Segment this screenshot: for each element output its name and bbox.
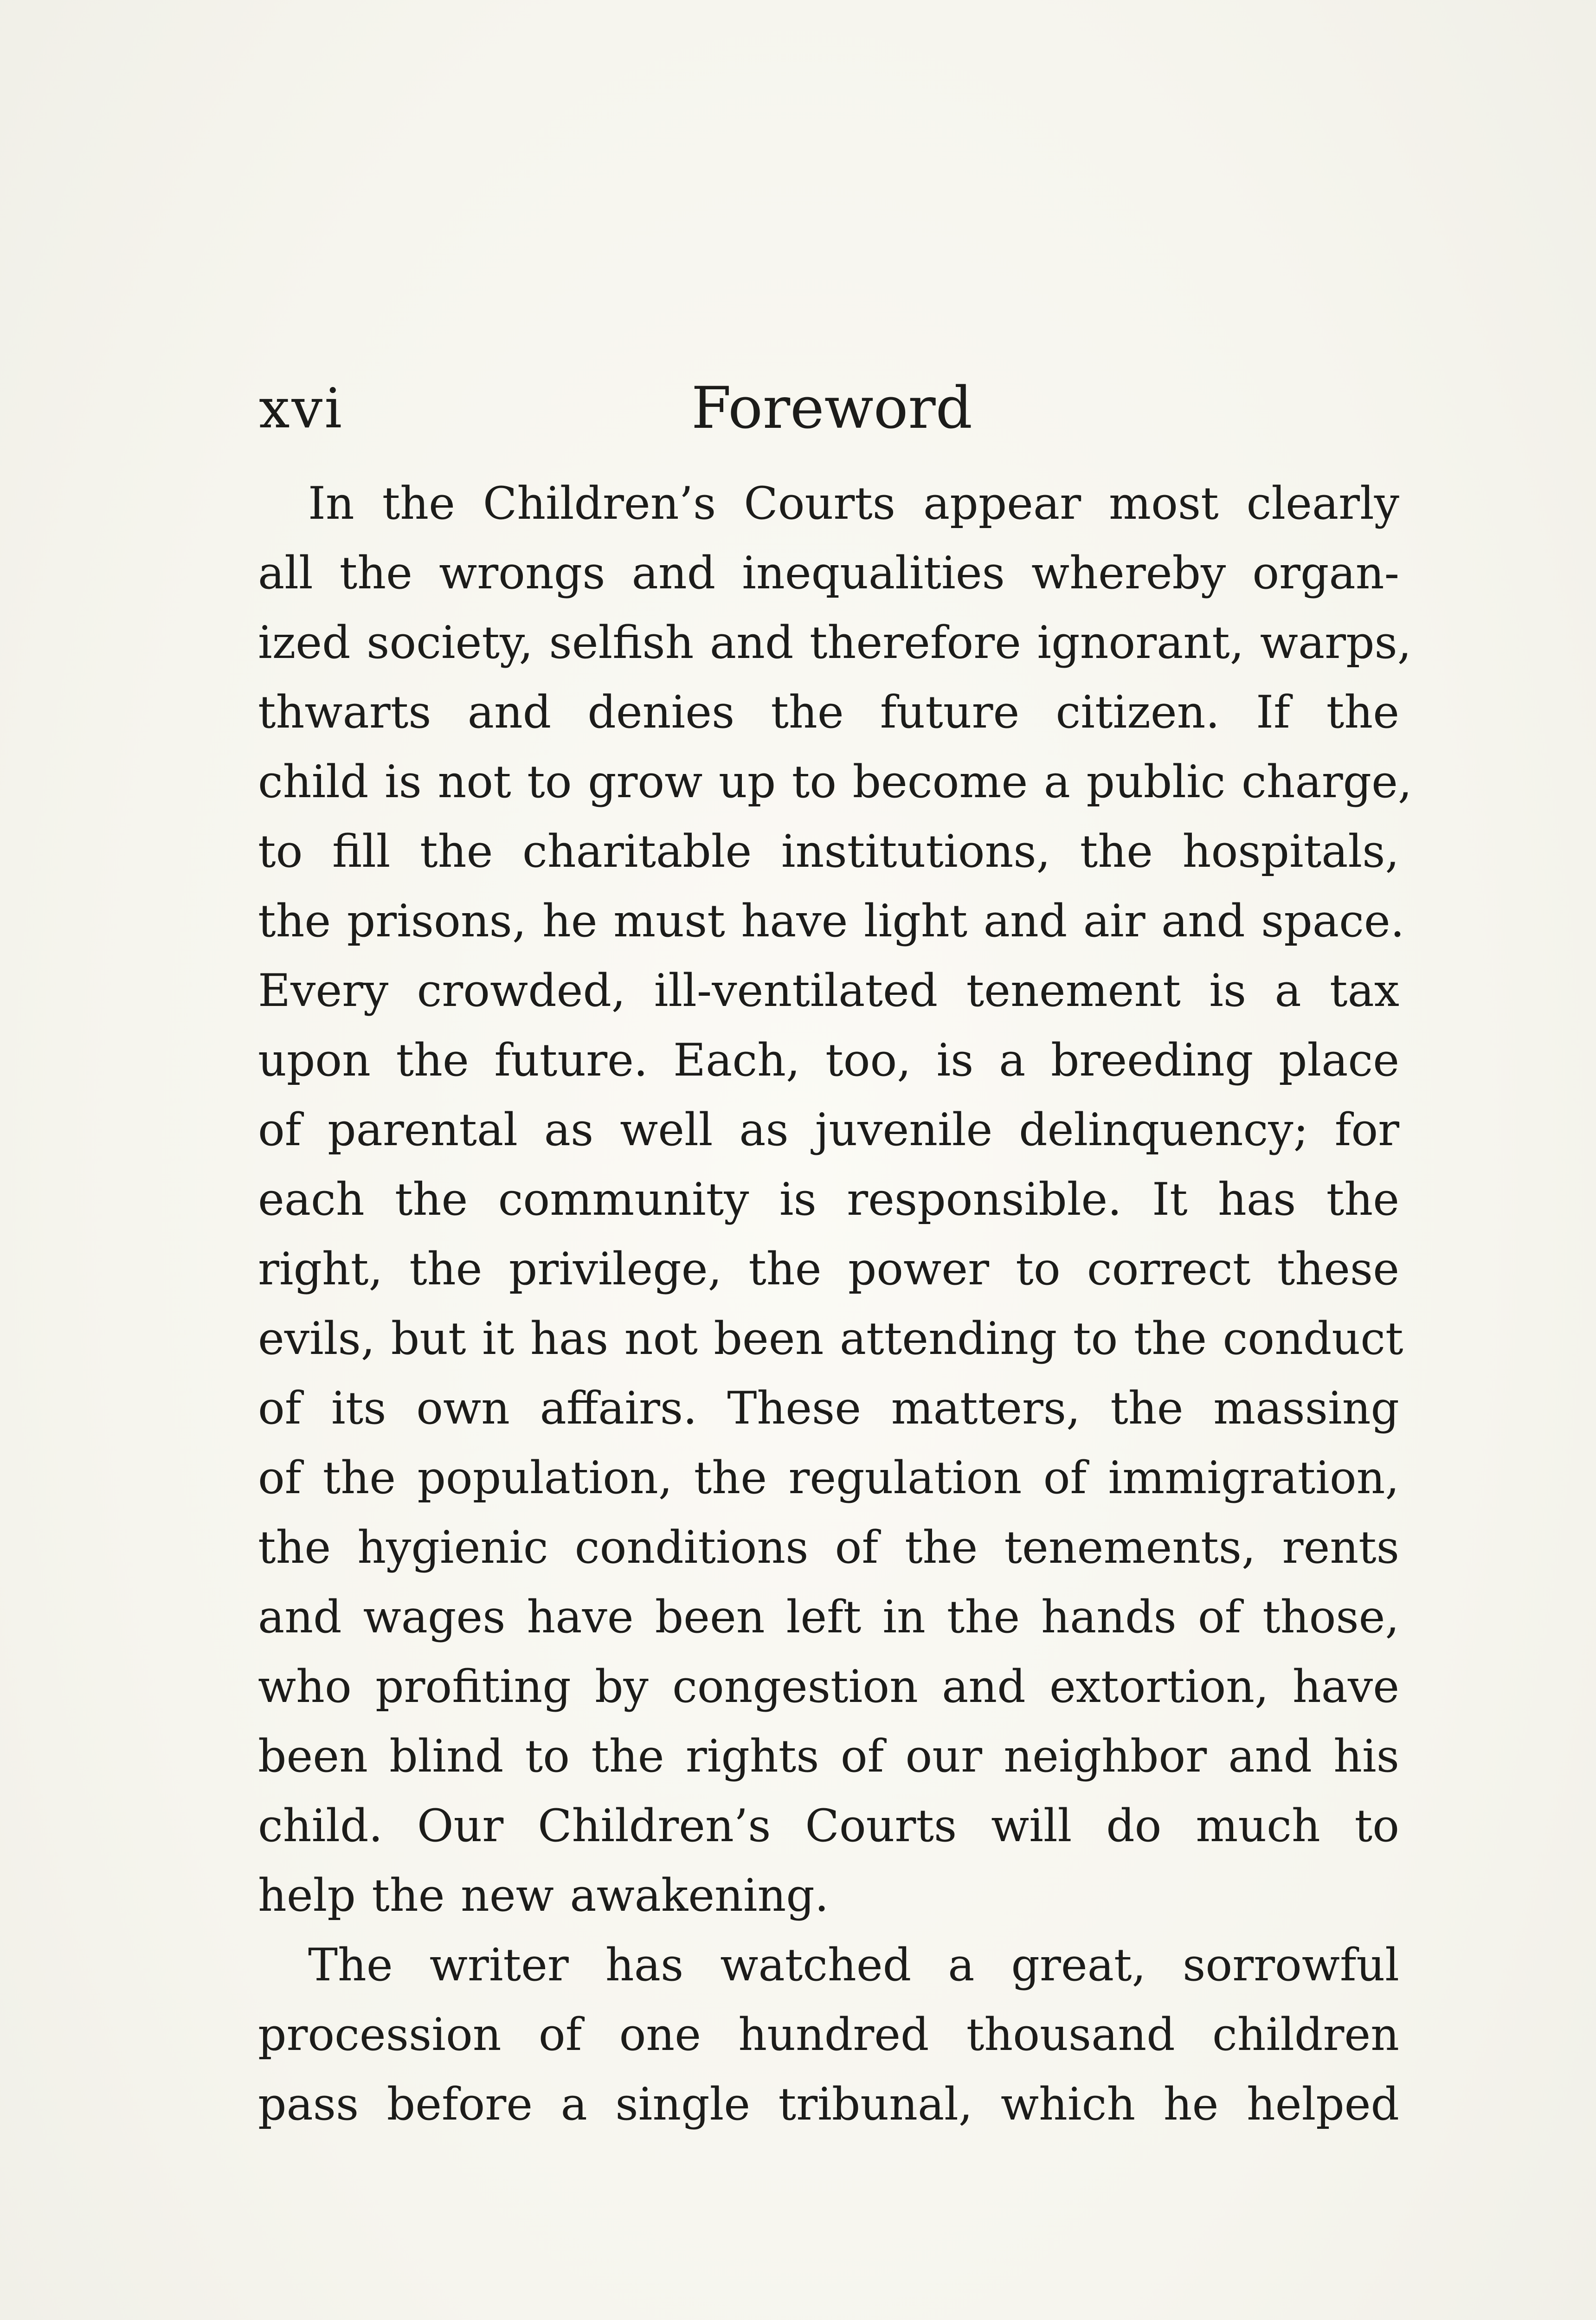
text-line: child is not to grow up to become a public charge, (258, 756, 1412, 808)
text-line: and wages have been left in the hands of those, (258, 1591, 1399, 1643)
text-line: all the wrongs and inequalities whereby organ- (258, 547, 1399, 599)
text-line: of parental as well as juvenile delinquency; for (258, 1104, 1399, 1156)
text-line: Every crowded, ill-ventilated tenement is a tax (258, 965, 1399, 1017)
text-line: the prisons, he must have light and air and space. (258, 895, 1405, 947)
text-line: child. Our Children’s Courts will do much to (258, 1800, 1399, 1852)
text-line: pass before a single tribunal, which he helped (258, 2078, 1399, 2130)
text-line: who profiting by congestion and extortion, have (258, 1661, 1399, 1713)
text-line: of the population, the regulation of immigration, (258, 1452, 1399, 1504)
text-line: thwarts and denies the future citizen. If the (258, 686, 1399, 738)
text-line: upon the future. Each, too, is a breeding place (258, 1034, 1399, 1086)
page-title: Foreword (691, 375, 973, 442)
text-line: right, the privilege, the power to correct these (258, 1243, 1399, 1295)
text-line: In the Children’s Courts appear most clearly (308, 477, 1399, 529)
text-line: ized society, selfish and therefore ignorant, warps, (258, 617, 1412, 669)
text-line: to fill the charitable institutions, the hospitals, (258, 825, 1399, 877)
text-line: procession of one hundred thousand children (258, 2009, 1399, 2061)
page-number: xvi (259, 376, 344, 440)
text-line: the hygienic conditions of the tenements, rents (258, 1521, 1399, 1573)
text-line: The writer has watched a great, sorrowful (308, 1939, 1399, 1991)
text-line: of its own affairs. These matters, the massing (258, 1382, 1399, 1434)
body-text (258, 469, 1412, 2139)
text-line: evils, but it has not been attending to the conduct (258, 1313, 1403, 1365)
paragraph-2 (258, 1930, 1399, 2139)
text-line: each the community is responsible. It has the (258, 1173, 1399, 1225)
paragraph-1 (258, 469, 1412, 1930)
text-line: help the new awakening. (258, 1869, 829, 1921)
running-head (259, 371, 1386, 445)
text-line: been blind to the rights of our neighbor and his (258, 1730, 1399, 1782)
